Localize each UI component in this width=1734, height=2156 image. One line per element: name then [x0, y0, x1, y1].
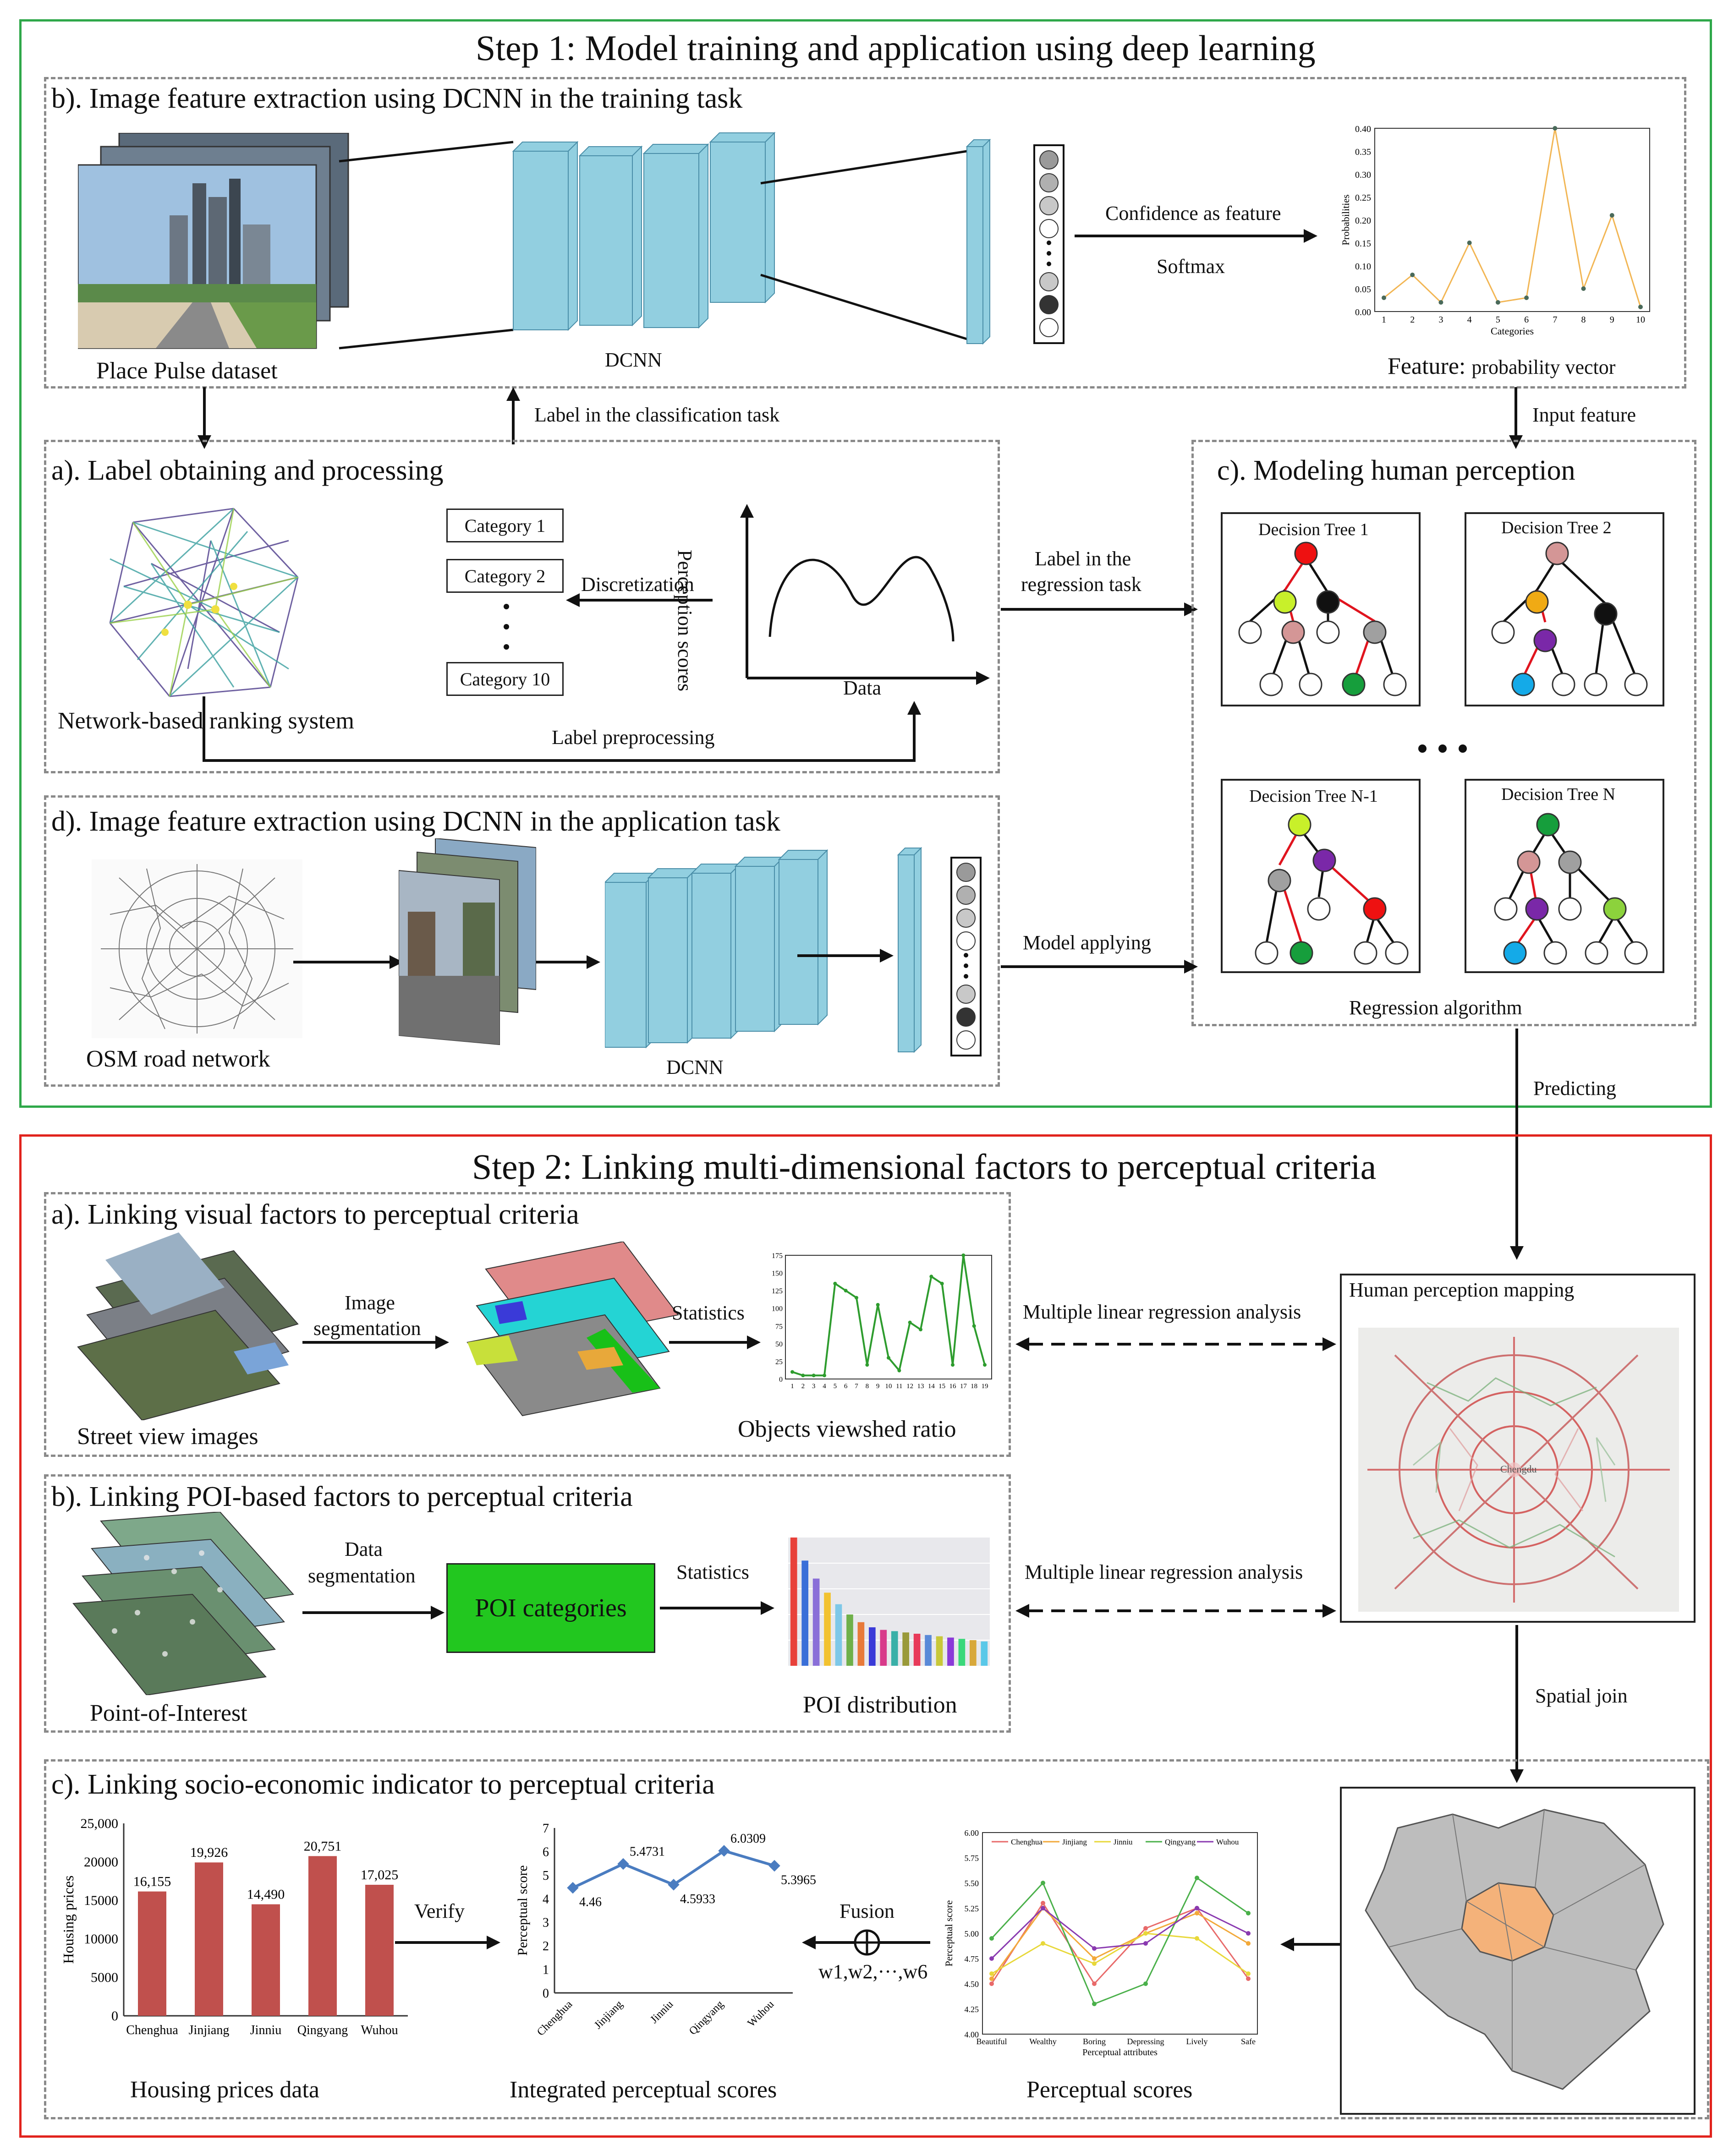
ratio-point	[823, 1373, 826, 1377]
perception-map	[1358, 1328, 1679, 1612]
prob-plot-area	[1375, 128, 1650, 312]
ratio-point	[972, 1324, 976, 1328]
poi-bar	[947, 1637, 954, 1666]
scores-point	[1143, 1926, 1148, 1931]
scores-point	[989, 1981, 994, 1986]
housing-data-label: 19,926	[190, 1845, 228, 1861]
human-perception-mapping-title: Human perception mapping	[1349, 1279, 1575, 1301]
housing-prices-chart	[46, 1810, 431, 2066]
regression-label-arrow	[1001, 596, 1202, 623]
ratio-point	[908, 1321, 912, 1324]
prob-ytick: 0.40	[1355, 124, 1371, 134]
poi-bar	[790, 1538, 797, 1666]
ratio-ytick: 100	[772, 1305, 783, 1313]
perception-y-label: Perception scores	[674, 550, 696, 692]
integrated-ytick: 2	[543, 1939, 549, 1954]
ratio-ytick: 125	[772, 1287, 783, 1296]
prob-xtick: 9	[1609, 315, 1614, 325]
prob-point	[1524, 295, 1529, 300]
step2-title: Step 2: Linking multi-dimensional factors to perceptual criteria	[472, 1147, 1377, 1187]
poi-bar	[824, 1592, 831, 1666]
prob-xtick: 10	[1636, 315, 1645, 325]
data-segmentation-label-1: Data	[345, 1538, 383, 1560]
viewshed-ratio-label: Objects viewshed ratio	[738, 1416, 956, 1442]
scores-xlabel: Perceptual attributes	[1082, 2047, 1158, 2058]
housing-ytick: 15000	[84, 1893, 118, 1908]
housing-bar	[252, 1904, 280, 2016]
regression-label-2: regression task	[1021, 573, 1141, 596]
osm-to-images-arrow	[289, 948, 408, 976]
poi-label: Point-of-Interest	[90, 1700, 247, 1726]
poi-bar	[835, 1604, 842, 1666]
ratio-xtick: 9	[876, 1383, 880, 1390]
prob-ytick: 0.25	[1355, 193, 1371, 203]
poi-bar	[869, 1627, 876, 1666]
prob-xtick: 5	[1495, 315, 1500, 325]
scores-point	[1195, 1936, 1199, 1941]
dcnn-training-label: DCNN	[605, 349, 662, 371]
prob-ylabel: Probabilities	[1340, 194, 1351, 246]
housing-ytick: 20000	[84, 1855, 118, 1870]
integrated-ytick: 1	[543, 1963, 549, 1977]
osm-road-network	[92, 859, 302, 1038]
mlr-label-b: Multiple linear regression analysis	[1025, 1561, 1303, 1583]
decision-tree-n-1-title: Decision Tree N-1	[1249, 787, 1378, 806]
data-segmentation-arrow	[298, 1599, 449, 1626]
ratio-point	[833, 1282, 837, 1286]
housing-data-label: 17,025	[360, 1867, 399, 1882]
scores-legend-label: Jinjiang	[1062, 1838, 1087, 1846]
perception-curve	[719, 504, 994, 687]
discretization-label: Discretization	[581, 573, 694, 596]
scores-point	[1195, 1906, 1199, 1910]
prob-xtick: 4	[1467, 315, 1472, 325]
housing-xtick: Qingyang	[297, 2023, 348, 2037]
prob-xtick: 2	[1410, 315, 1415, 325]
scores-ytick: 5.75	[964, 1854, 979, 1863]
predicting-label: Predicting	[1533, 1077, 1616, 1100]
housing-data-label: 20,751	[303, 1839, 342, 1854]
svg-text:Chengdu: Chengdu	[1500, 1463, 1537, 1475]
scores-ytick: 4.25	[964, 2005, 979, 2014]
ratio-point	[876, 1303, 880, 1307]
section-2c-title: c). Linking socio-economic indicator to perceptual criteria	[51, 1769, 715, 1800]
segmented-images-stack	[449, 1242, 687, 1434]
poi-bar	[846, 1614, 853, 1666]
scores-point	[1195, 1876, 1199, 1880]
ratio-xtick: 14	[927, 1383, 935, 1390]
ratio-xtick: 6	[844, 1383, 848, 1390]
poi-stack	[55, 1512, 302, 1695]
street-view-images-stack	[60, 1232, 307, 1420]
ratio-xtick: 15	[938, 1383, 946, 1390]
prob-point	[1438, 300, 1443, 305]
integrated-xtick: Qingyang	[686, 1998, 726, 2038]
ratio-point	[983, 1363, 987, 1367]
integrated-ylabel: Perceptual score	[515, 1865, 530, 1956]
spatial-join-label: Spatial join	[1535, 1685, 1628, 1707]
prob-ytick: 0.35	[1355, 147, 1371, 157]
scores-legend-label: Jinniu	[1114, 1838, 1133, 1846]
confidence-label: Confidence as feature	[1105, 202, 1281, 224]
integrated-ytick: 6	[543, 1845, 549, 1860]
scores-ylabel: Perceptual score	[943, 1900, 955, 1967]
housing-xtick: Wuhou	[361, 2023, 398, 2037]
integrated-xtick: Jinjiang	[592, 1998, 626, 2031]
scores-xtick: Lively	[1186, 2037, 1208, 2046]
section-c-title: c). Modeling human perception	[1217, 455, 1575, 486]
ratio-xtick: 10	[885, 1383, 892, 1390]
section-b-title: b). Image feature extraction using DCNN in the training task	[51, 83, 743, 114]
softmax-arrow	[1072, 224, 1320, 247]
ratio-point	[844, 1289, 848, 1292]
housing-data-label: 16,155	[133, 1874, 171, 1889]
category-1-box: Category 1	[446, 509, 564, 542]
section-2b-title: b). Linking POI-based factors to perceptual criteria	[51, 1481, 633, 1512]
ratio-point	[855, 1296, 858, 1300]
mlr-label-a: Multiple linear regression analysis	[1023, 1301, 1301, 1323]
softmax-label: Softmax	[1157, 255, 1225, 278]
fusion-arrow	[797, 1929, 935, 1956]
ratio-point	[961, 1253, 965, 1257]
poi-bar	[981, 1642, 988, 1666]
data-segmentation-label-2: segmentation	[308, 1565, 416, 1587]
ratio-point	[940, 1282, 944, 1286]
category-10-box: Category 10	[446, 662, 564, 696]
housing-bar	[195, 1862, 223, 2016]
prob-xtick: 3	[1438, 315, 1443, 325]
housing-ytick: 5000	[91, 1970, 118, 1985]
ratio-point	[951, 1363, 955, 1367]
ratio-xtick: 5	[833, 1383, 837, 1390]
scores-xtick: Depressing	[1127, 2037, 1164, 2046]
integrated-ytick: 3	[543, 1915, 549, 1930]
housing-data-label: 14,490	[247, 1887, 285, 1902]
integrated-data-label: 5.4731	[630, 1844, 665, 1859]
model-applying-arrow	[1001, 953, 1202, 980]
prob-ytick: 0.00	[1355, 307, 1371, 317]
scores-point	[1041, 1881, 1045, 1885]
ratio-xtick: 13	[917, 1383, 924, 1390]
statistics-label-b: Statistics	[676, 1561, 749, 1583]
ratio-ytick: 150	[772, 1270, 783, 1278]
section-d-title: d). Image feature extraction using DCNN in the application task	[51, 806, 780, 837]
housing-bar	[308, 1856, 337, 2016]
scores-ytick: 4.00	[964, 2030, 979, 2039]
poi-bar	[959, 1639, 966, 1666]
ratio-xtick: 11	[896, 1383, 903, 1390]
prob-point	[1638, 305, 1643, 309]
category-ellipsis	[499, 600, 513, 655]
ratio-xtick: 17	[960, 1383, 967, 1390]
ratio-xtick: 16	[949, 1383, 956, 1390]
poi-categories-box: POI categories	[446, 1563, 655, 1653]
integrated-point	[567, 1882, 578, 1893]
feature-label-prefix: Feature:	[1388, 353, 1472, 379]
housing-xtick: Jinjiang	[188, 2023, 230, 2037]
housing-bar	[138, 1892, 166, 2016]
scores-legend-label: Wuhou	[1216, 1838, 1239, 1846]
model-applying-label: Model applying	[1023, 931, 1151, 954]
scores-point	[1246, 1931, 1251, 1936]
osm-label: OSM road network	[86, 1046, 270, 1072]
prob-ytick: 0.30	[1355, 170, 1371, 180]
statistics-label-a: Statistics	[672, 1302, 745, 1324]
statistics-arrow-a	[664, 1329, 765, 1356]
regression-algorithm-label: Regression algorithm	[1349, 996, 1522, 1019]
scores-point	[1143, 1941, 1148, 1946]
scores-xtick: Beautiful	[976, 2037, 1007, 2046]
verify-label: Verify	[414, 1900, 465, 1922]
poi-distribution-label: POI distribution	[803, 1692, 957, 1718]
poi-bar	[813, 1579, 820, 1666]
housing-ylabel: Housing prices	[60, 1875, 77, 1964]
scores-point	[1041, 1941, 1045, 1946]
ratio-point	[790, 1370, 794, 1374]
output-vector-application	[950, 857, 982, 1058]
category-2-box: Category 2	[446, 559, 564, 593]
poi-bar	[914, 1634, 921, 1666]
poi-bar	[858, 1622, 865, 1666]
poi-bar	[902, 1632, 909, 1666]
integrated-xtick: Chenghua	[535, 1998, 575, 2039]
mlr-arrow-b	[1011, 1597, 1341, 1625]
ratio-ytick: 75	[775, 1323, 783, 1331]
probability-chart	[1338, 119, 1659, 348]
scores-xtick: Wealthy	[1029, 2037, 1057, 2046]
integrated-ytick: 4	[543, 1892, 549, 1907]
poi-bar	[880, 1630, 887, 1666]
map-to-scores-arrow	[1276, 1931, 1344, 1958]
prob-point	[1382, 295, 1386, 300]
integrated-xtick: Jinniu	[648, 1998, 676, 2026]
integrated-point	[768, 1860, 780, 1871]
prob-xtick: 8	[1581, 315, 1586, 325]
ratio-ytick: 25	[775, 1358, 783, 1366]
prob-ytick: 0.05	[1355, 285, 1371, 295]
prob-ytick: 0.10	[1355, 262, 1371, 272]
integrated-point	[617, 1858, 629, 1870]
scores-ytick: 5.25	[964, 1904, 979, 1913]
label-preprocessing: Label preprocessing	[552, 726, 715, 749]
scores-xtick: Boring	[1082, 2037, 1106, 2046]
feature-label-suffix: probability vector	[1471, 356, 1616, 378]
decision-tree-2-title: Decision Tree 2	[1501, 518, 1612, 537]
images-to-dcnn-arrow	[532, 948, 605, 976]
regression-label-1: Label in the	[1035, 547, 1131, 570]
scores-point	[1092, 1956, 1097, 1961]
scores-ytick: 4.75	[964, 1954, 979, 1964]
ratio-point	[897, 1368, 901, 1372]
poi-bar	[801, 1560, 808, 1666]
label-classification: Label in the classification task	[534, 404, 780, 426]
housing-bar	[365, 1885, 394, 2016]
perceptual-scores-label: Perceptual scores	[1026, 2077, 1193, 2103]
integrated-ytick: 5	[543, 1868, 549, 1883]
scores-point	[1092, 2002, 1097, 2006]
dcnn-application	[605, 841, 1091, 1056]
housing-ytick: 0	[111, 2008, 118, 2024]
integrated-ytick: 7	[543, 1822, 549, 1836]
scores-point	[1246, 1941, 1251, 1946]
prob-point	[1496, 300, 1500, 305]
scores-point	[1092, 1961, 1097, 1966]
statistics-arrow-b	[655, 1594, 779, 1622]
ratio-xtick: 8	[865, 1383, 869, 1390]
scores-point	[1195, 1911, 1199, 1915]
ratio-point	[887, 1356, 890, 1360]
scores-ytick: 6.00	[964, 1828, 979, 1838]
dcnn-training	[321, 124, 1100, 353]
scores-point	[1143, 1931, 1148, 1936]
street-view-stack	[399, 838, 536, 1049]
fusion-label: Fusion	[840, 1900, 894, 1922]
output-vector	[1033, 144, 1065, 346]
poi-bar	[936, 1636, 943, 1666]
prob-xtick: 1	[1382, 315, 1386, 325]
prob-point	[1610, 213, 1614, 218]
ratio-xtick: 4	[823, 1383, 826, 1390]
ratio-xtick: 19	[981, 1383, 988, 1390]
segmentation-label-1: Image	[345, 1291, 395, 1314]
scores-point	[1092, 1946, 1097, 1951]
ratio-point	[865, 1363, 869, 1367]
verify-arrow	[390, 1929, 505, 1956]
poi-bar	[891, 1631, 898, 1666]
prob-point	[1581, 286, 1586, 291]
ratio-point	[801, 1373, 805, 1377]
housing-prices-label: Housing prices data	[130, 2077, 320, 2103]
prob-point	[1553, 126, 1557, 131]
housing-xtick: Chenghua	[126, 2023, 178, 2037]
ratio-xtick: 2	[801, 1383, 805, 1390]
place-pulse-images	[78, 133, 353, 353]
housing-xtick: Jinniu	[250, 2023, 282, 2037]
scores-point	[1246, 1976, 1251, 1981]
scores-point	[1246, 1911, 1251, 1915]
ratio-xtick: 7	[855, 1383, 858, 1390]
integrated-data-label: 6.0309	[730, 1831, 766, 1846]
poi-distribution-chart	[784, 1533, 994, 1670]
integrated-data-label: 5.3965	[781, 1873, 816, 1888]
scores-legend-label: Qingyang	[1165, 1838, 1196, 1846]
decision-tree-n-title: Decision Tree N	[1501, 785, 1616, 804]
integrated-ytick: 0	[543, 1986, 549, 2001]
network-graph	[96, 495, 316, 710]
prob-ytick: 0.20	[1355, 216, 1371, 226]
perceptual-scores-chart	[941, 1823, 1276, 2062]
prob-xtick: 6	[1524, 315, 1529, 325]
input-feature-label: Input feature	[1532, 404, 1636, 426]
scores-ytick: 4.50	[964, 1980, 979, 1989]
decision-tree-1-title: Decision Tree 1	[1258, 520, 1369, 539]
prob-ytick: 0.15	[1355, 239, 1371, 249]
ratio-xtick: 1	[790, 1383, 794, 1390]
ratio-point	[812, 1373, 816, 1377]
scores-xtick: Safe	[1241, 2037, 1256, 2046]
scores-ytick: 5.00	[964, 1929, 979, 1938]
scores-point	[1041, 1906, 1045, 1910]
section-a-title: a). Label obtaining and processing	[51, 455, 444, 486]
scores-point	[1143, 1981, 1148, 1986]
integrated-data-label: 4.46	[579, 1895, 602, 1910]
ratio-point	[929, 1275, 933, 1278]
poi-bar	[925, 1635, 932, 1666]
poi-bar	[970, 1640, 977, 1666]
ratio-xtick: 3	[812, 1383, 816, 1390]
step1-title: Step 1: Model training and application using deep learning	[476, 28, 1316, 68]
street-view-label: Street view images	[77, 1423, 258, 1450]
segmentation-label-2: segmentation	[313, 1317, 421, 1340]
network-label: Network-based ranking system	[58, 708, 354, 734]
scores-point	[989, 1976, 994, 1981]
prob-point	[1467, 241, 1472, 245]
scores-point	[989, 1971, 994, 1976]
ratio-ytick: 50	[775, 1340, 783, 1348]
ratio-xtick: 18	[971, 1383, 978, 1390]
feature-label	[1388, 353, 1615, 380]
integrated-data-label: 4.5933	[680, 1892, 715, 1906]
prob-xtick: 7	[1553, 315, 1558, 325]
prob-point	[1410, 273, 1415, 277]
scores-point	[1041, 1901, 1045, 1905]
place-pulse-label: Place Pulse dataset	[96, 358, 278, 384]
perception-x-label: Data	[843, 677, 882, 699]
viewshed-ratio-chart	[763, 1251, 1001, 1397]
section-2a-title: a). Linking visual factors to perceptual criteria	[51, 1199, 579, 1230]
scores-point	[1092, 1981, 1097, 1986]
housing-ytick: 10000	[84, 1932, 118, 1947]
fusion-weights: w1,w2,···,w6	[818, 1960, 928, 1983]
housing-ytick: 25,000	[80, 1816, 118, 1831]
dcnn-application-label: DCNN	[666, 1056, 724, 1078]
ratio-ytick: 175	[772, 1252, 783, 1260]
ratio-point	[919, 1328, 922, 1331]
integrated-scores-label: Integrated perceptual scores	[510, 2077, 777, 2103]
decision-tree-graphs	[1221, 512, 1665, 975]
mlr-arrow-a	[1011, 1330, 1341, 1358]
ratio-xtick: 12	[906, 1383, 914, 1390]
scores-legend-label: Chenghua	[1011, 1838, 1043, 1846]
scores-point	[989, 1956, 994, 1961]
scores-point	[1246, 1971, 1251, 1976]
scores-point	[989, 1936, 994, 1941]
integrated-scores-chart	[504, 1814, 825, 2052]
integrated-xtick: Wuhou	[745, 1998, 777, 2030]
ratio-ytick: 0	[779, 1376, 783, 1384]
scores-ytick: 5.50	[964, 1879, 979, 1888]
prob-xlabel: Categories	[1490, 325, 1534, 337]
